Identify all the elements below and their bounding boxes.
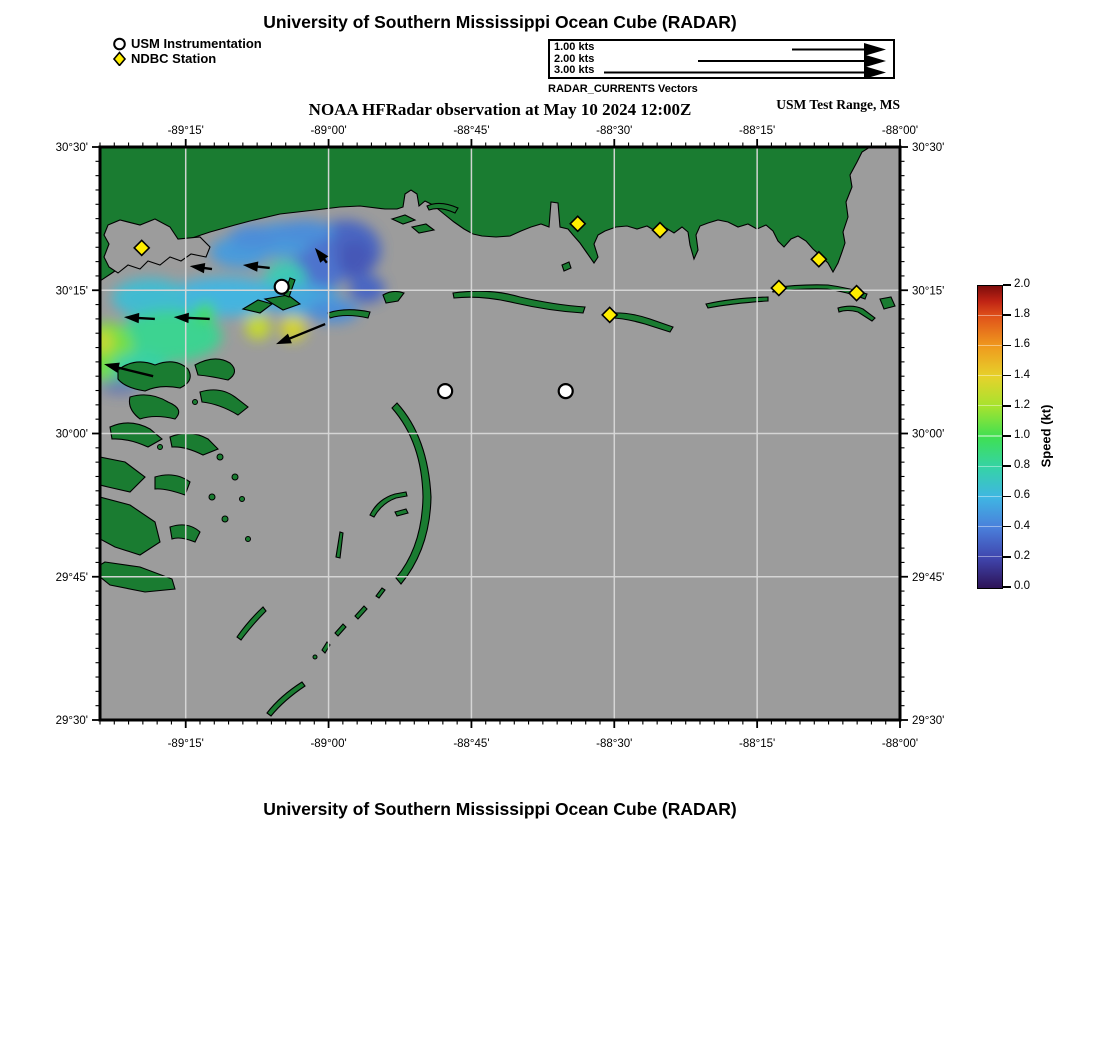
colorbar-tick-label: 1.6	[1014, 338, 1030, 351]
lat-tick-label: 29°45'	[912, 571, 945, 584]
colorbar-axis-label: Speed (kt)	[1038, 404, 1054, 468]
colorbar-tick-label: 1.4	[1014, 368, 1030, 381]
map-plot	[30, 107, 970, 767]
colorbar-tick-label: 0.2	[1014, 549, 1030, 562]
islet	[158, 445, 163, 450]
lon-tick-label: -89°00'	[310, 738, 347, 750]
islet	[193, 400, 198, 405]
colorbar-gridline	[978, 375, 1002, 376]
speed-blob	[195, 303, 215, 323]
islet	[222, 516, 228, 522]
colorbar-tick	[1003, 345, 1011, 347]
colorbar-gridline	[978, 466, 1002, 467]
lon-tick-label: -89°00'	[310, 125, 347, 137]
colorbar-tick-label: 1.0	[1014, 429, 1030, 441]
lon-tick-label: -89°15'	[167, 738, 204, 750]
colorbar-tick	[1003, 314, 1011, 316]
islet	[313, 655, 317, 659]
usm-circle-icon	[112, 36, 128, 51]
legend-item-ndbc	[112, 51, 262, 66]
lat-tick-label: 30°00'	[55, 428, 88, 441]
colorbar-tick	[1003, 496, 1011, 498]
colorbar-gradient	[977, 285, 1003, 589]
lat-tick-label: 30°30'	[55, 142, 88, 154]
colorbar-tick	[1003, 465, 1011, 467]
speed-blob	[349, 275, 385, 303]
usm-instrument-marker	[275, 280, 289, 294]
lon-tick-label: -88°45'	[453, 738, 490, 750]
usm-instrument-marker	[559, 384, 573, 398]
lat-tick-label: 30°30'	[912, 142, 945, 154]
colorbar-gridline	[978, 526, 1002, 527]
lat-tick-label: 30°15'	[912, 285, 945, 298]
lon-tick-label: -88°30'	[596, 125, 633, 137]
footer-title: University of Southern Mississippi Ocean Cube (RADAR)	[263, 799, 737, 819]
lon-tick-label: -88°00'	[881, 738, 919, 750]
colorbar-gridline	[978, 405, 1002, 406]
usm-instrument-marker	[438, 384, 452, 398]
legend-item-label: NDBC Station	[131, 51, 217, 66]
range-label: USM Test Range, MS	[776, 97, 900, 112]
vector-key-caption: RADAR_CURRENTS Vectors	[548, 83, 698, 95]
colorbar-gridline	[978, 496, 1002, 497]
colorbar-tick-label: 2.0	[1014, 278, 1030, 290]
islet	[232, 474, 238, 480]
key-arrow	[698, 55, 886, 68]
colorbar-tick-label: 0.6	[1014, 489, 1030, 502]
lon-tick-label: -88°00'	[881, 125, 919, 137]
colorbar-tick	[1003, 435, 1011, 437]
legend-item-label: USM Instrumentation	[131, 36, 262, 51]
vector-key-row-label: 1.00 kts	[554, 41, 595, 53]
colorbar-tick-label: 0.4	[1014, 519, 1030, 532]
vector-scale-key	[548, 39, 895, 79]
ndbc-diamond-icon	[112, 51, 128, 66]
speed-blob	[337, 240, 373, 276]
colorbar-tick-label: 0.8	[1014, 459, 1030, 472]
key-arrow	[604, 66, 886, 77]
lon-tick-label: -88°30'	[596, 738, 633, 750]
islet	[240, 497, 245, 502]
speed-blob	[229, 225, 281, 249]
lon-tick-label: -89°15'	[167, 125, 204, 137]
vector-key-row-label: 3.00 kts	[554, 64, 595, 76]
marker-legend	[112, 36, 262, 66]
colorbar-tick-label: 0.0	[1014, 580, 1030, 592]
lon-tick-label: -88°45'	[453, 125, 490, 137]
colorbar-tick-label: 1.2	[1014, 398, 1030, 411]
vector-key-row-label: 2.00 kts	[554, 52, 595, 65]
colorbar-tick	[1003, 586, 1011, 588]
colorbar-tick	[1003, 526, 1011, 528]
colorbar-tick-label: 1.8	[1014, 308, 1030, 321]
vector-key-arrows	[550, 41, 893, 77]
lat-tick-label: 30°15'	[55, 285, 88, 298]
colorbar-tick	[1003, 375, 1011, 377]
lon-tick-label: -88°15'	[739, 125, 776, 137]
colorbar-gridline	[978, 315, 1002, 316]
speed-blob	[90, 330, 114, 354]
key-arrow	[792, 43, 886, 56]
observation-subtitle: NOAA HFRadar observation at May 10 2024 12:00Z	[308, 100, 692, 119]
islet	[246, 537, 251, 542]
land-shape	[118, 362, 190, 391]
colorbar-tick	[1003, 556, 1011, 558]
colorbar-tick	[1003, 284, 1011, 286]
colorbar-gridline	[978, 556, 1002, 557]
lat-tick-label: 29°45'	[55, 571, 88, 584]
speed-blob	[275, 220, 335, 244]
islet	[217, 454, 223, 460]
speed-blob	[245, 314, 271, 340]
colorbar-gridline	[978, 435, 1002, 436]
legend-item-usm	[112, 36, 262, 51]
lat-tick-label: 29°30'	[912, 715, 945, 727]
page-title: University of Southern Mississippi Ocean Cube (RADAR)	[263, 12, 737, 32]
lat-tick-label: 30°00'	[912, 428, 945, 441]
lon-tick-label: -88°15'	[739, 738, 776, 750]
colorbar-gridline	[978, 345, 1002, 346]
islet	[209, 494, 215, 500]
colorbar-tick	[1003, 405, 1011, 407]
lat-tick-label: 29°30'	[55, 715, 88, 727]
